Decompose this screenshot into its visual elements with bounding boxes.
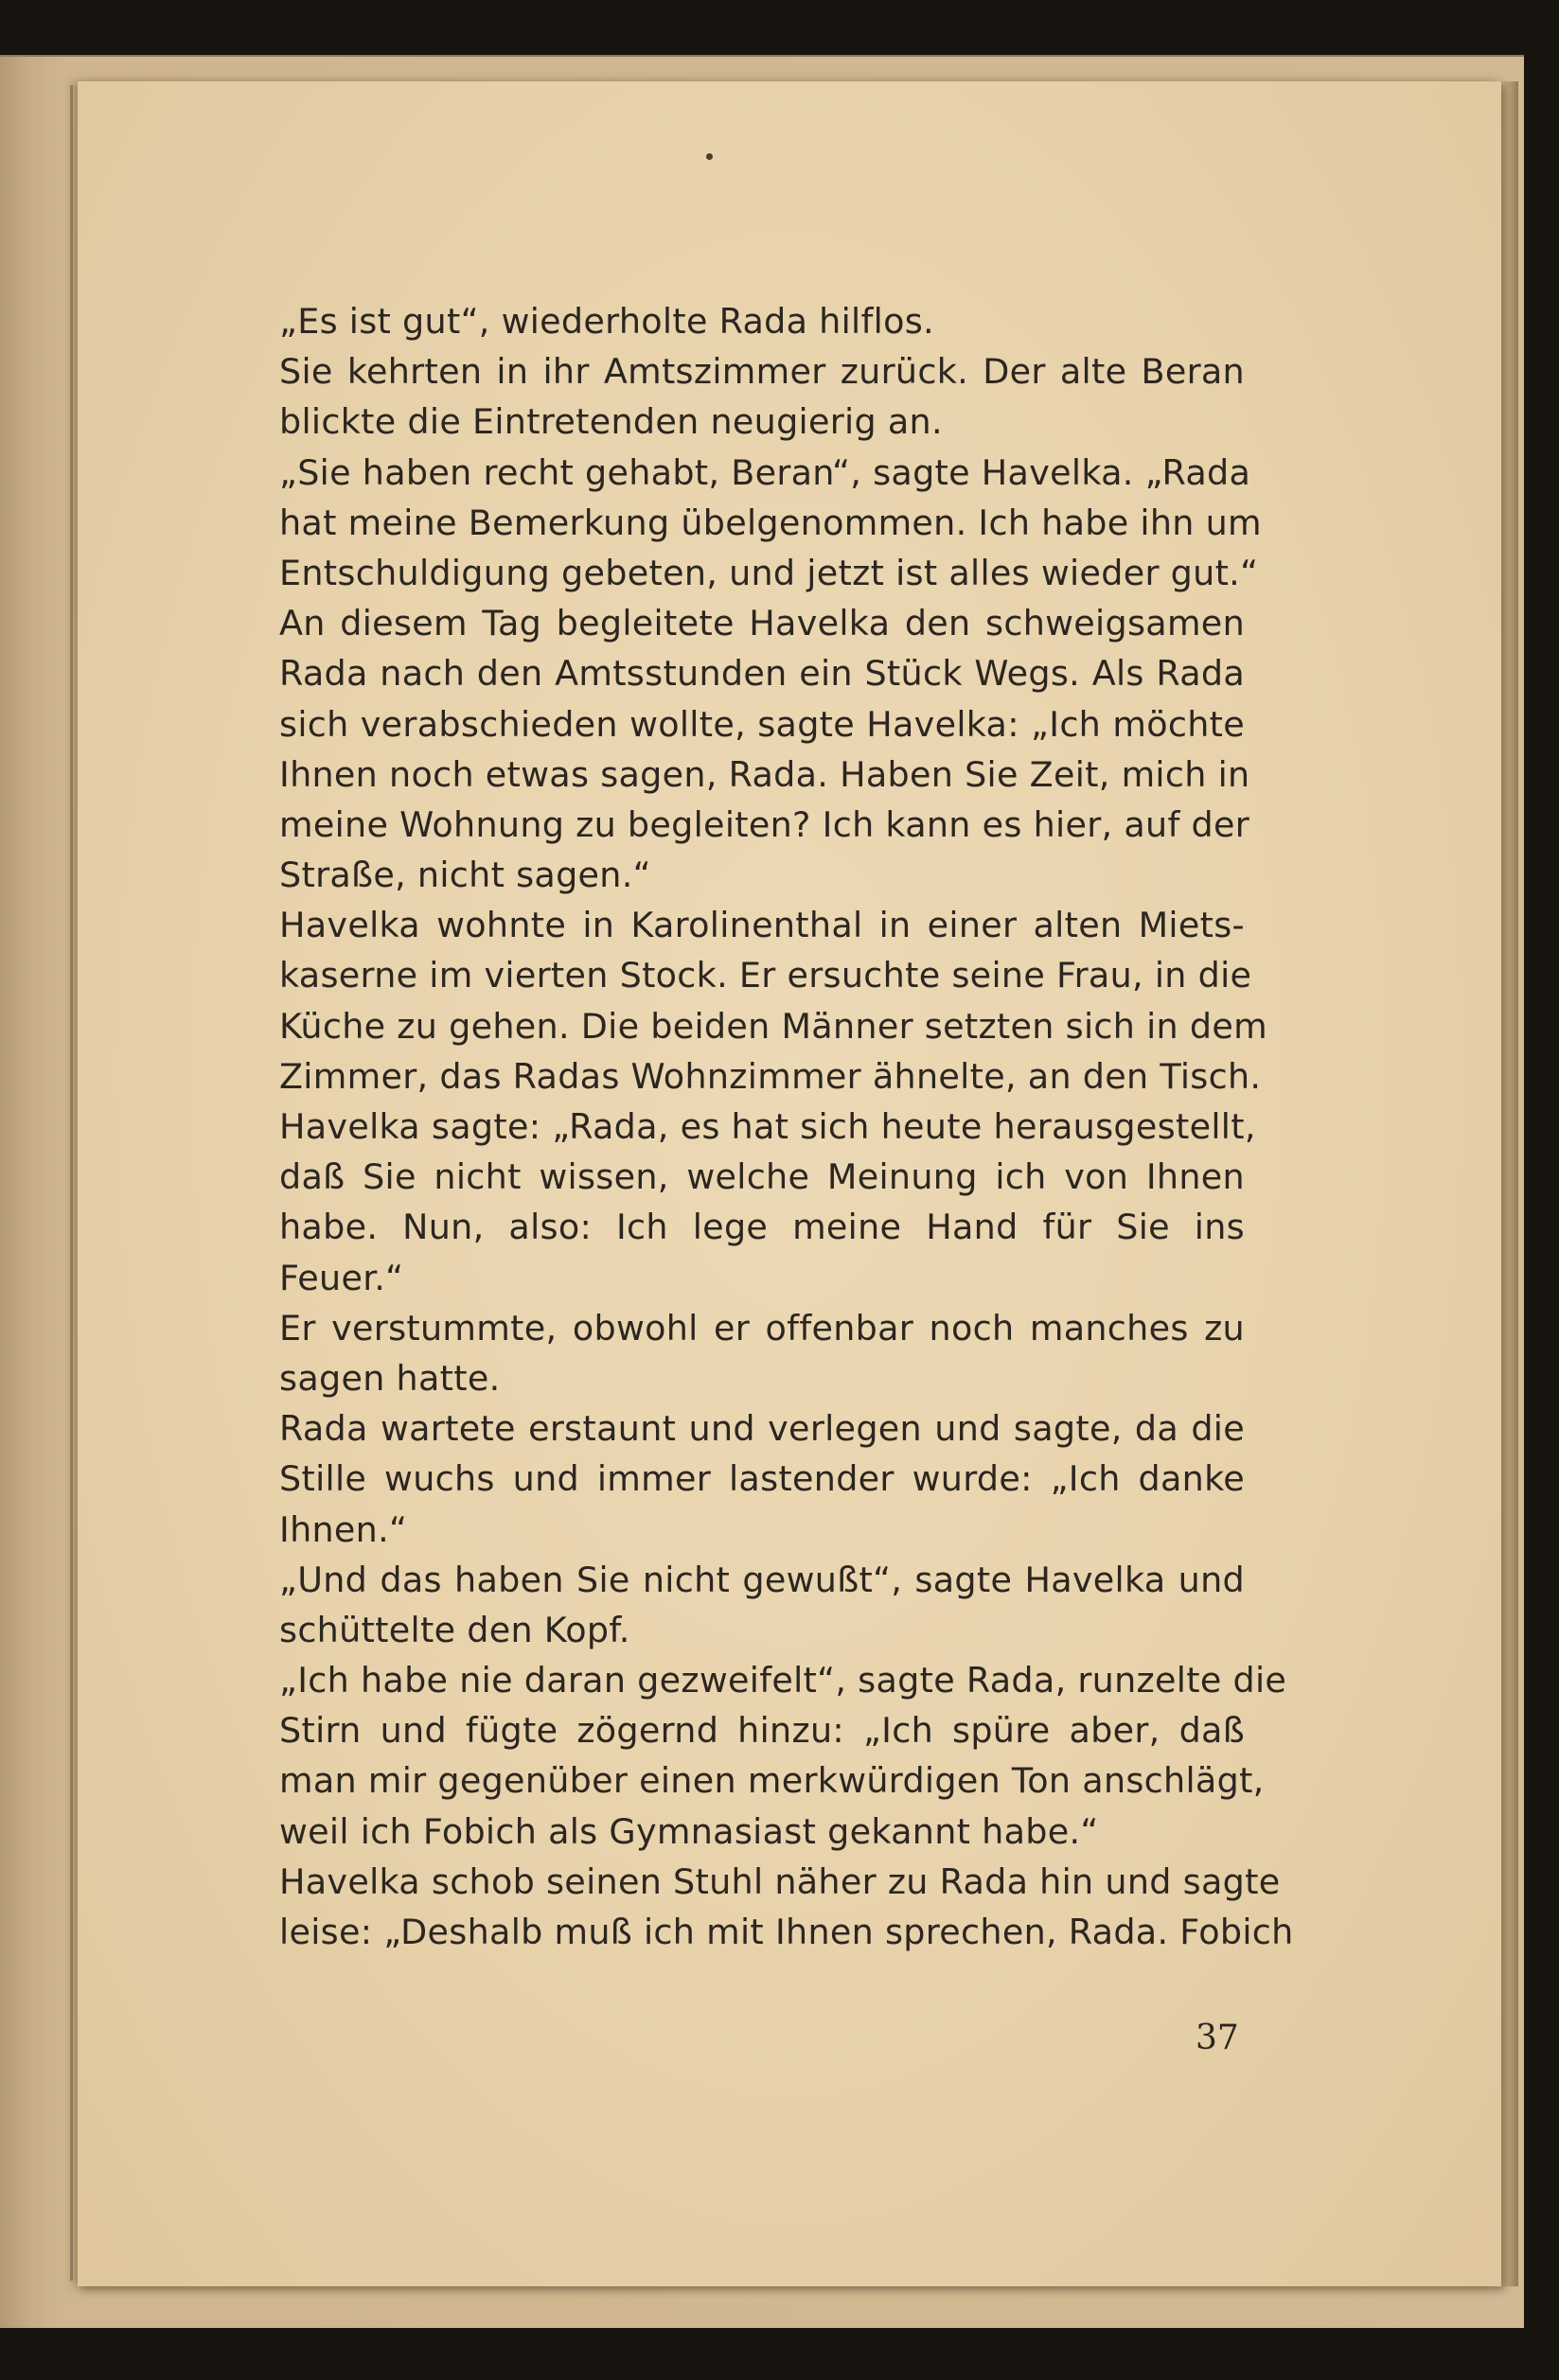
text-line: daß Sie nicht wissen, welche Meinung ich von Ihnen bbox=[279, 1156, 1245, 1198]
text-line: blickte die Eintretenden neugierig an. bbox=[279, 401, 943, 443]
text-line: „Sie haben recht gehabt, Beran“, sagte Havelka. „Rada bbox=[279, 451, 1251, 493]
text-line: Ihnen.“ bbox=[279, 1508, 408, 1550]
text-line: Stirn und fügte zögernd hinzu: „Ich spüre aber, daß bbox=[279, 1710, 1245, 1752]
text-line: kaserne im vierten Stock. Er ersuchte seine Frau, in die bbox=[279, 955, 1252, 996]
text-line: Rada nach den Amtsstunden ein Stück Wegs. Als Rada bbox=[279, 653, 1245, 695]
text-line: Havelka sagte: „Rada, es hat sich heute herausgestellt, bbox=[279, 1106, 1256, 1147]
text-line: meine Wohnung zu begleiten? Ich kann es hier, auf der bbox=[279, 803, 1250, 845]
text-line: Entschuldigung gebeten, und jetzt ist alles wieder gut.“ bbox=[279, 552, 1259, 593]
text-line: Rada wartete erstaunt und verlegen und sagte, da die bbox=[279, 1408, 1245, 1450]
text-line: Stille wuchs und immer lastender wurde: „Ich danke bbox=[279, 1458, 1245, 1500]
text-line: weil ich Fobich als Gymnasiast gekannt habe.“ bbox=[279, 1810, 1099, 1852]
text-line: hat meine Bemerkung übelgenommen. Ich habe ihn um bbox=[279, 502, 1262, 543]
text-line: Havelka wohnte in Karolinenthal in einer alten Miets- bbox=[279, 905, 1245, 946]
text-line: „Ich habe nie daran gezweifelt“, sagte Rada, runzelte die bbox=[279, 1660, 1287, 1701]
text-line: Zimmer, das Radas Wohnzimmer ähnelte, an den Tisch. bbox=[279, 1055, 1262, 1097]
text-line: „Es ist gut“, wiederholte Rada hilflos. bbox=[279, 301, 934, 342]
page-number: 37 bbox=[1196, 2019, 1239, 2057]
text-line: Sie kehrten in ihr Amtszimmer zurück. Der alte Beran bbox=[279, 351, 1245, 393]
text-line: leise: „Deshalb muß ich mit Ihnen sprechen, Rada. Fobich bbox=[279, 1912, 1294, 1952]
text-line: sich verabschieden wollte, sagte Havelka: „Ich möchte bbox=[279, 703, 1245, 745]
text-line: Straße, nicht sagen.“ bbox=[279, 855, 651, 896]
text-line: habe. Nun, also: Ich lege meine Hand für Sie ins bbox=[279, 1207, 1245, 1248]
text-line: Küche zu gehen. Die beiden Männer setzten sich in dem bbox=[279, 1005, 1267, 1047]
text-line: Havelka schob seinen Stuhl näher zu Rada hin und sagte bbox=[279, 1860, 1281, 1902]
text-line: Ihnen noch etwas sagen, Rada. Haben Sie Zeit, mich in bbox=[279, 753, 1250, 795]
text-line: Er verstummte, obwohl er offenbar noch manches zu bbox=[279, 1307, 1245, 1349]
text-line: sagen hatte. bbox=[279, 1357, 501, 1399]
body-text bbox=[279, 296, 1294, 1957]
binding-edge bbox=[70, 85, 73, 2281]
text-line: man mir gegenüber einen merkwürdigen Ton anschlägt, bbox=[279, 1760, 1265, 1802]
text-line: Feuer.“ bbox=[279, 1257, 404, 1298]
ink-speck bbox=[706, 153, 713, 160]
text-line: An diesem Tag begleitete Havelka den schweigsamen bbox=[279, 603, 1245, 644]
text-line: schüttelte den Kopf. bbox=[279, 1609, 630, 1650]
text-line: „Und das haben Sie nicht gewußt“, sagte Havelka und bbox=[279, 1559, 1245, 1600]
